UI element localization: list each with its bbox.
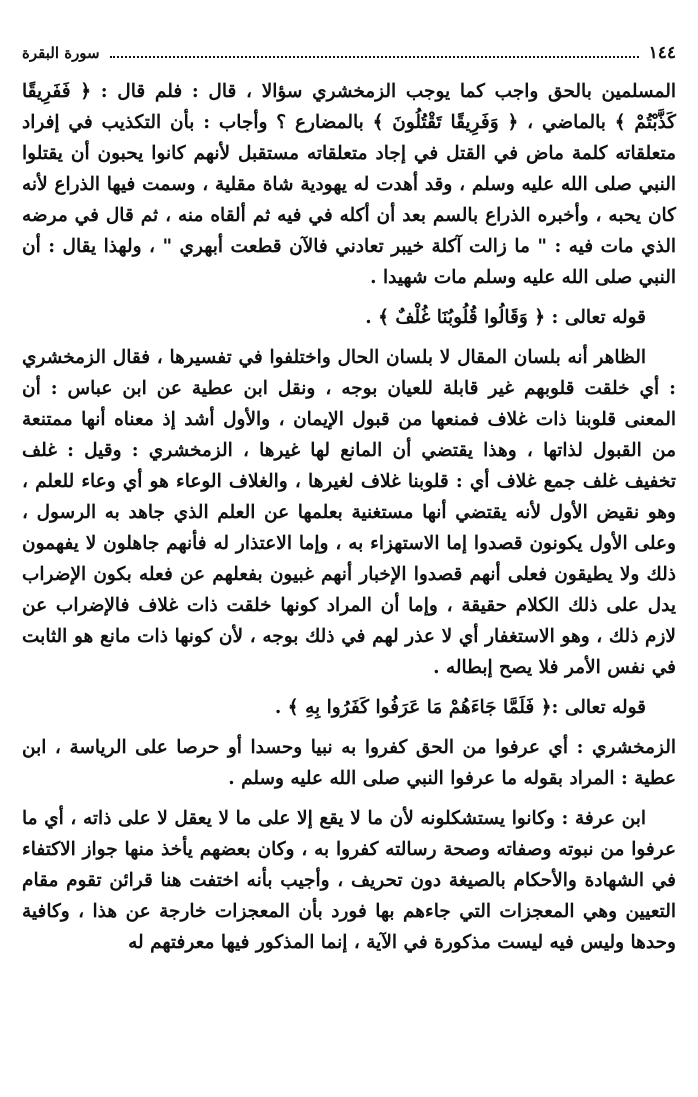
paragraph-commentary: ابن عرفة : وكانوا يستشكلونه لأن ما لا يقع إلا على ما لا يعقل لا على ذاته ، أي ما عرفوا من نبوته وصفاته وصحة رسالته كفروا به ، وكان بعضهم يأخذ منها جواز الاكتفاء في الشهادة والأحكام بالصيغة دون تحريف ، وأجيب بأنه اختفت هنا قرائن تقوم مقام التعيين وهي المعجزات التي جاءهم بها فورد بأن المعجزات خارجة عن هذا ، وكافية وحدها وليس فيه ليست مذكورة في الآية ، إنما المذكور فيها معرفتهم له [22, 808, 676, 953]
document-page [22, 38, 676, 958]
body-text [22, 76, 676, 958]
paragraph-commentary: الزمخشري : أي عرفوا من الحق كفروا به نبيا وحسدا أو حرصا على الرياسة ، ابن عطية : المراد بقوله ما عرفوا النبي صلى الله عليه وسلم . [22, 737, 676, 789]
paragraph-commentary: الظاهر أنه بلسان المقال لا بلسان الحال واختلفوا في تفسيرها ، فقال الزمخشري : أي خلقت قلوبهم غير قابلة للعيان بوجه ، ونقل ابن عطية عن ابن عباس : أن المعنى قلوبنا ذات غلاف فمنعها من قبول الإيمان ، والأول أشد إذ معناه أنها ممتنعة من القبول لذاتها ، وهذا يقتضي أن المانع لها غيرها ، الزمخشري : وقيل : غلف تخفيف غلف جمع غلاف أي : قلوبنا غلاف لغيرها ، والغلاف الوعاء هو أي وعاء للعلم ، وهو نقيض الأول لأنه يقتضي أنها مستغنية بعلمها عن العلم الذي جاهد به الرسول ، وعلى الأول يكونون قصدوا إما الاستهزاء به ، وإما الاعتذار له فأنهم جاهلون لا يفهمون ذلك ولا يطيقون فعلى أنهم قصدوا الإخبار أنهم غبيون بفعلهم عن فعله بكون الإضراب يدل على ذلك الكلام حقيقة ، وإما أن المراد كونها خلقت ذات غلاف فالإضراب عن لازم ذلك ، وهو الاستغفار أي لا عذر لهم في ذلك بوجه ، لأن كونها ذات مانع هو الثابت في نفس الأمر فلا يصح إبطاله . [22, 347, 676, 678]
paragraph-continuation: المسلمين بالحق واجب كما يوجب الزمخشري سؤالا ، قال : فلم قال : ﴿ فَفَرِيقًا كَذَّبْتُمْ ﴾ بالماضي ، ﴿ وَفَرِيقًا تَقْتُلُونَ ﴾ بالمضارع ؟ وأجاب : بأن التكذيب في إفراد متعلقاته كلمة ماض في القتل في إجاد متعلقاته مستقبل لأنهم كانوا يحبون أن يقتلوا النبي صلى الله عليه وسلم ، وقد أهدت له يهودية شاة مقلية ، وسمت فيها الذراع لأنه كان يحبه ، وأخبره الذراع بالسم بعد أن أكله في فيه ثم ألقاه منه ، ثم قال في مرضه الذي مات فيه : " ما زالت آكلة خيبر تعادني فالآن قطعت أبهري " ، ولهذا يقال : أن النبي صلى الله عليه وسلم مات شهيدا . [22, 81, 676, 288]
dotted-leader [110, 56, 639, 58]
page-number: ١٤٤ [648, 43, 676, 63]
surah-title: سورة البقرة [22, 44, 100, 62]
verse-heading: قوله تعالى : ﴿ وَقَالُوا قُلُوبُنَا غُلْفٌ ﴾ . [365, 307, 646, 328]
verse-heading: قوله تعالى :﴿ فَلَمَّا جَاءَهُمْ مَا عَرَفُوا كَفَرُوا بِهِ ﴾ . [274, 697, 646, 718]
running-header [22, 38, 676, 68]
